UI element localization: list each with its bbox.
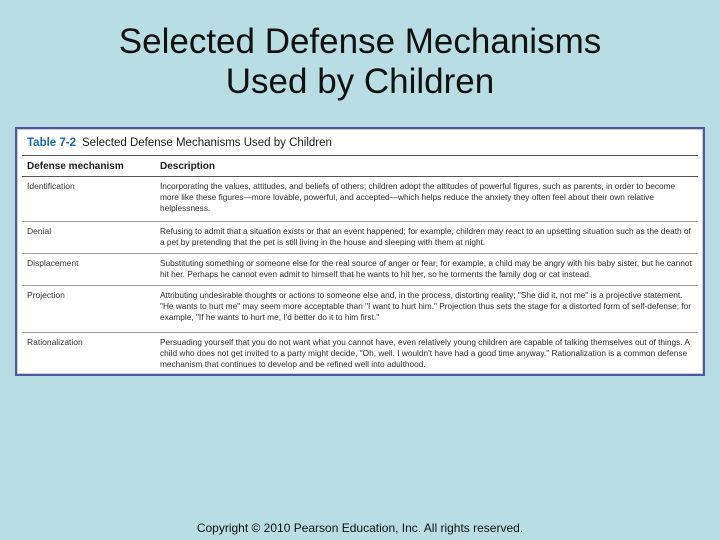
slide-title-line-1: Selected Defense Mechanisms: [118, 22, 602, 61]
copyright-notice: Copyright © 2010 Pearson Education, Inc. All rights reserved.: [196, 521, 524, 535]
table-row: [22, 254, 698, 286]
table-top-rule: [22, 155, 698, 156]
table-row: [22, 333, 698, 373]
row-description: Persuading yourself that you do not want what you cannot have, even relatively young children are capable of talking themselves out of things. A child who does not get invited to a party might decide, "Oh, well. I wouldn't have had a good time anyway." Rationalization is a common defense mechanism that continues to develop and be refined well into adulthood.: [160, 337, 690, 369]
defense-mechanisms-table: [17, 129, 703, 374]
row-mechanism: Projection: [27, 290, 65, 300]
row-description: Attributing undesirable thoughts or actions to someone else and, in the process, distorting reality; "She did it, not me" is a projective statement. "He wants to hurt me" may seem more acceptable than "I want to hurt him." Projection thus sets the stage for a distorted form of self-defense; for example, "If he wants to hurt me, I'd better do it to him first.": [160, 290, 692, 322]
row-mechanism: Identification: [27, 181, 75, 191]
table-number: Table 7-2: [27, 137, 76, 149]
table-row: [22, 222, 698, 254]
row-mechanism: Rationalization: [27, 337, 83, 347]
table-caption-text: Selected Defense Mechanisms Used by Children: [82, 137, 332, 149]
column-header-description: Description: [160, 161, 216, 172]
row-description: Refusing to admit that a situation exists or that an event happened; for example, children may react to an upsetting situation such as the death of a pet by pretending that the pet is still living in the house and sleeping with them at night.: [160, 226, 691, 247]
table-row: [22, 286, 698, 333]
row-description: Substituting something or someone else for the real source of anger or fear; for example, a child may be angry with his baby sister, but he cannot hit her. Perhaps he cannot even admit to himself that he wants to hit her, so he torments the family dog or cat instead.: [160, 258, 692, 279]
row-mechanism: Denial: [27, 226, 52, 236]
slide-title-line-2: Used by Children: [225, 62, 495, 101]
row-description: Incorporating the values, attitudes, and beliefs of others; children adopt the attitudes of powerful figures, such as parents, in order to become more like these figures—more lovable, powerful, and accepted—which helps reduce the anxiety they often feel about their own relative helplessness.: [160, 181, 676, 213]
table-row: [22, 177, 698, 222]
slide-title: [0, 22, 720, 102]
table-caption: [27, 137, 332, 149]
row-mechanism: Displacement: [27, 258, 79, 268]
table-frame: [15, 127, 705, 376]
column-header-mechanism: Defense mechanism: [27, 161, 124, 172]
